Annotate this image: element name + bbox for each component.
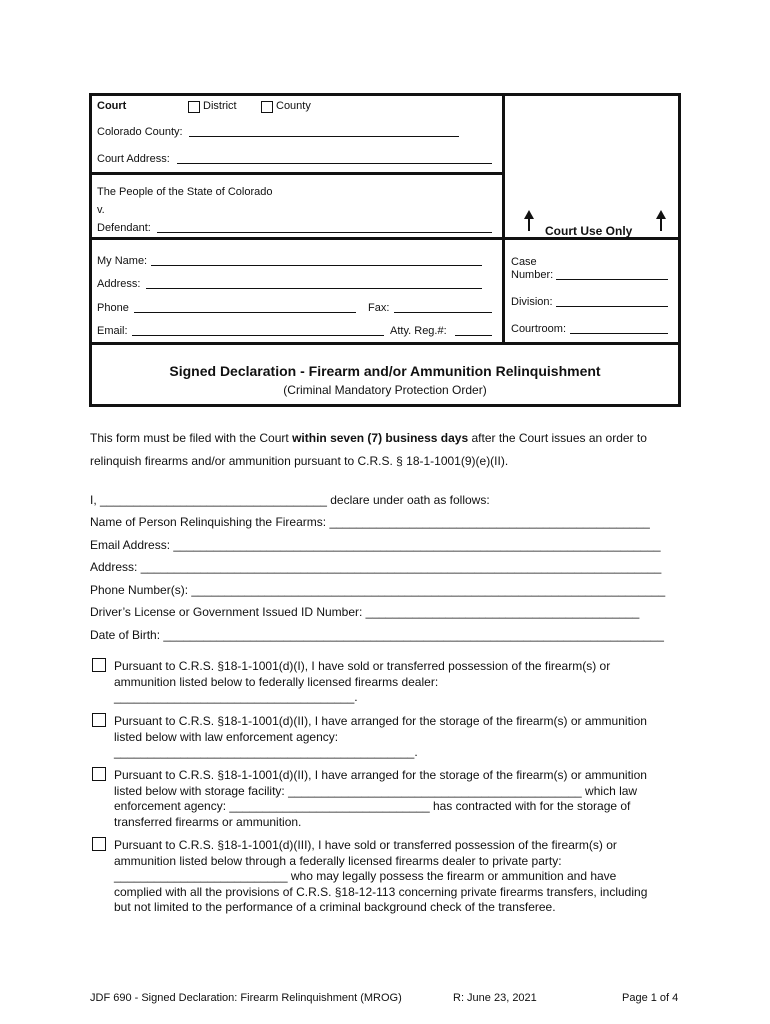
option-storage-facility-text: Pursuant to C.R.S. §18-1-1001(d)(II), I have arranged for the storage of the firearm(s) or ammunition listed below with storage facility: ____________________________________________ which law enforcement agency: ______________________________ has contracted with for the storage of transferred firearms or ammunition. [114,768,647,829]
email-label: Email: [97,325,128,337]
option-law-enforcement-checkbox[interactable] [92,713,106,727]
people-line: The People of the State of Colorado [97,186,273,198]
email-field[interactable] [132,335,384,336]
page-title: Signed Declaration - Firearm and/or Ammunition Relinquishment [169,363,601,379]
my-name-label: My Name: [97,255,148,267]
case-label: Case [511,256,537,268]
option-storage-facility-checkbox[interactable] [92,767,106,781]
phone-label: Phone [97,302,129,314]
district-label: District [203,100,237,112]
my-name-field[interactable] [151,265,482,266]
id-number-field[interactable]: Driver’s License or Government Issued ID Number: _________________________________________ [90,605,640,619]
case-number-label: Number: [511,269,554,281]
courtroom-field[interactable] [570,333,668,334]
colorado-county-label: Colorado County: [97,126,183,138]
footer-form-id: JDF 690 - Signed Declaration: Firearm Relinquishment (MROG) [90,992,402,1004]
court-address-label: Court Address: [97,153,170,165]
fax-field[interactable] [394,312,492,313]
court-label: Court [97,100,127,112]
page-subtitle: (Criminal Mandatory Protection Order) [283,383,487,397]
option-private-party-text: Pursuant to C.R.S. §18-1-1001(d)(III), I have sold or transferred possession of the firearm(s) or ammunition listed below through a federally licensed firearms dealer to private party: __________________________ who may legally possess the firearm or ammunition and have complied with all the provisions of C.R.S. §18-12-113 concerning private firearms transfers, including but not limited to the performance of a criminal background check of the transferee. [114,838,648,915]
court-use-only-label: Court Use Only [545,224,633,238]
atty-reg-field[interactable] [455,335,492,336]
colorado-county-field[interactable] [189,136,459,137]
county-label: County [276,100,311,112]
intro-line-2: relinquish firearms and/or ammunition pursuant to C.R.S. § 18-1-1001(9)(e)(II). [90,454,509,468]
footer-revision: R: June 23, 2021 [453,992,537,1004]
district-checkbox[interactable] [188,101,200,113]
division-field[interactable] [556,306,668,307]
address-label: Address: [97,278,141,290]
fax-label: Fax: [368,302,390,314]
phone-field[interactable] [134,312,356,313]
option-dealer-text: Pursuant to C.R.S. §18-1-1001(d)(I), I have sold or transferred possession of the firearm(s) or ammunition listed below to federally licensed firearms dealer: ____________________________________. [114,659,611,705]
option-law-enforcement-text: Pursuant to C.R.S. §18-1-1001(d)(II), I have arranged for the storage of the firearm(s) or ammunition listed below with law enforcement agency: _____________________________________________. [114,714,647,760]
declarant-line[interactable]: I, __________________________________ declare under oath as follows: [90,493,490,507]
court-address-field[interactable] [177,163,492,164]
defendant-label: Defendant: [97,222,151,234]
courtroom-label: Courtroom: [511,323,567,335]
date-of-birth-field[interactable]: Date of Birth: ___________________________________________________________________________ [90,628,664,642]
footer-page-number: Page 1 of 4 [622,992,679,1004]
option-private-party-checkbox[interactable] [92,837,106,851]
person-name-field[interactable]: Name of Person Relinquishing the Firearms: ________________________________________________ [90,515,650,529]
division-label: Division: [511,296,553,308]
atty-reg-label: Atty. Reg.#: [390,325,447,337]
phone-number-field[interactable]: Phone Number(s): _______________________________________________________________________ [90,583,666,597]
defendant-field[interactable] [157,232,492,233]
intro-line-1: This form must be filed with the Court within seven (7) business days after the Court issues an order to [90,431,647,445]
v-line: v. [97,204,105,216]
case-number-field[interactable] [556,279,668,280]
address-line-field[interactable]: Address: ______________________________________________________________________________ [90,560,662,574]
option-dealer-checkbox[interactable] [92,658,106,672]
address-field[interactable] [146,288,482,289]
county-checkbox[interactable] [261,101,273,113]
email-address-field[interactable]: Email Address: _________________________________________________________________________ [90,538,661,552]
